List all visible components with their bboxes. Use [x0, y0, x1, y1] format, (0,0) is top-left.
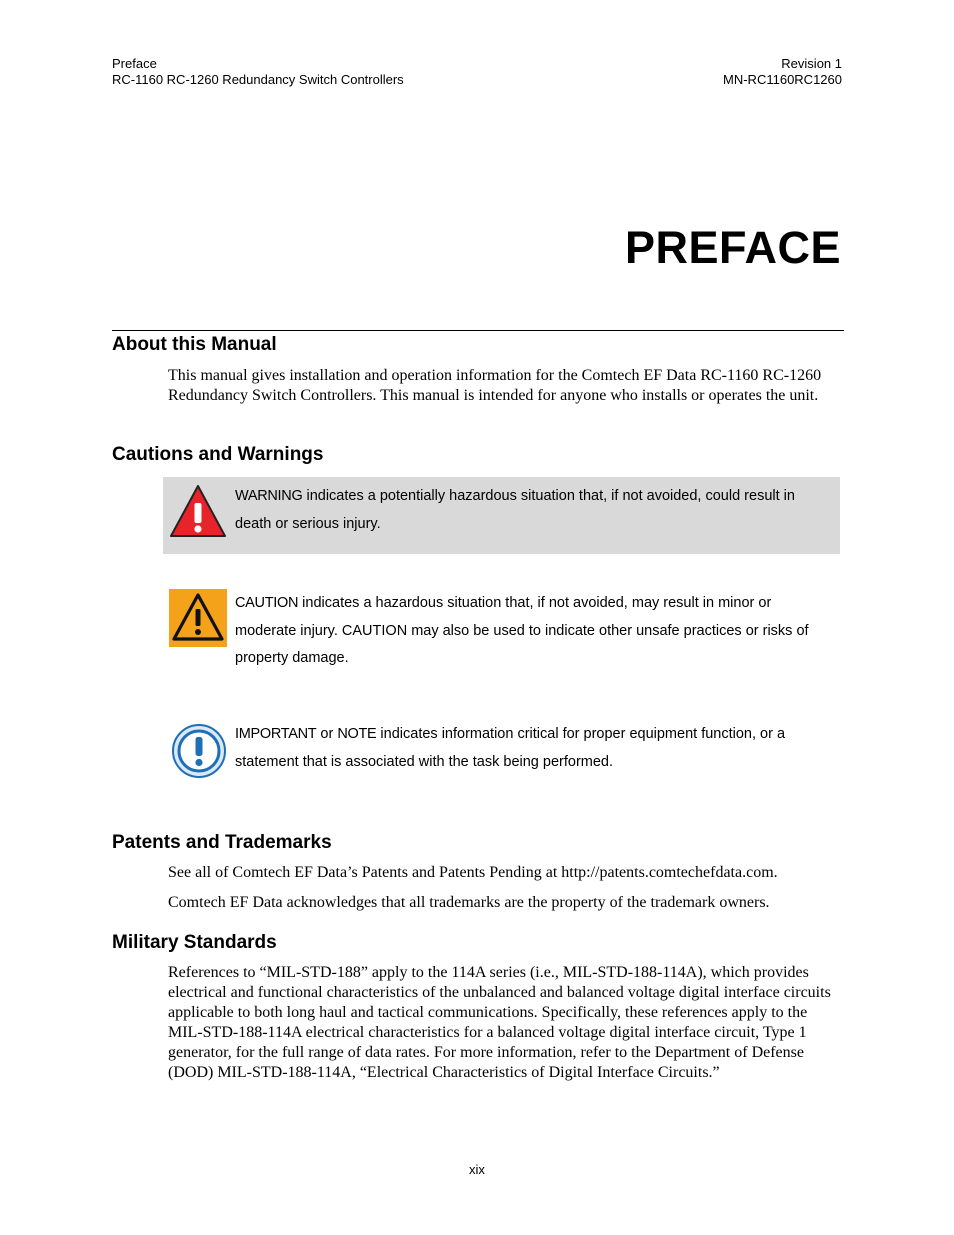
military-text: References to “MIL-STD-188” apply to the 114A series (i.e., MIL-STD-188-114A), which provides electrical and functional characteristics of the unbalanced and balanced voltage digital interface circuits applicable to both long haul and tactical communications. Specifically, these references apply to the MIL-STD-188-114A electrical characteristics for a balanced voltage digital interface circuit, Type 1 generator, for the full range of data rates. For more information, refer to the Department of Defense (DOD) MIL-STD-188-114A, “Electrical Characteristics of Digital Interface Circuits.” — [168, 964, 831, 1081]
note-keyword: NOTE — [337, 726, 377, 742]
caution-keyword: CAUTION — [235, 595, 299, 611]
important-joiner: or — [316, 726, 338, 742]
about-heading: About this Manual — [112, 334, 277, 355]
important-box — [163, 720, 840, 780]
important-keyword: IMPORTANT — [235, 726, 317, 742]
patents-heading: Patents and Trademarks — [112, 832, 332, 853]
about-text: This manual gives installation and operation information for the Comtech EF Data RC-1160 RC-1260 Redundancy Switch Controllers. This manual is intended for anyone who installs or operates the unit. — [168, 367, 822, 404]
warning-box — [163, 477, 840, 554]
page-title: PREFACE — [624, 222, 841, 273]
running-header-left — [112, 56, 404, 88]
trademarks-text: Comtech EF Data acknowledges that all trademarks are the property of the trademark owners. — [168, 894, 770, 911]
warning-keyword: WARNING — [235, 488, 303, 504]
caution-description: indicates a hazardous situation that, if not avoided, may result in minor or moderate injury. CAUTION may also be used to indicate other unsafe practices or risks of property damage. — [235, 595, 809, 666]
important-text — [235, 721, 835, 776]
title-divider — [112, 330, 844, 331]
military-heading: Military Standards — [112, 932, 277, 953]
warning-description: indicates a potentially hazardous situation that, if not avoided, could result in death or serious injury. — [235, 488, 795, 532]
important-icon — [171, 723, 227, 779]
header-doc-number: MN-RC1160RC1260 — [723, 72, 842, 87]
warning-text — [235, 483, 835, 538]
warning-icon — [169, 483, 227, 539]
important-description: indicates information critical for proper equipment function, or a statement that is associated with the task being performed. — [235, 726, 786, 770]
caution-icon — [169, 589, 227, 647]
patents-text: See all of Comtech EF Data’s Patents and Patents Pending at http://patents.comtechefdata.com. — [168, 864, 778, 881]
caution-box — [163, 589, 840, 669]
header-revision: Revision 1 — [781, 56, 842, 71]
cautions-heading: Cautions and Warnings — [112, 444, 324, 465]
caution-text — [235, 590, 835, 673]
header-section: Preface — [112, 56, 157, 71]
page-number: xix — [469, 1162, 485, 1177]
header-product: RC-1160 RC-1260 Redundancy Switch Controllers — [112, 72, 404, 87]
running-header-right — [723, 56, 842, 88]
